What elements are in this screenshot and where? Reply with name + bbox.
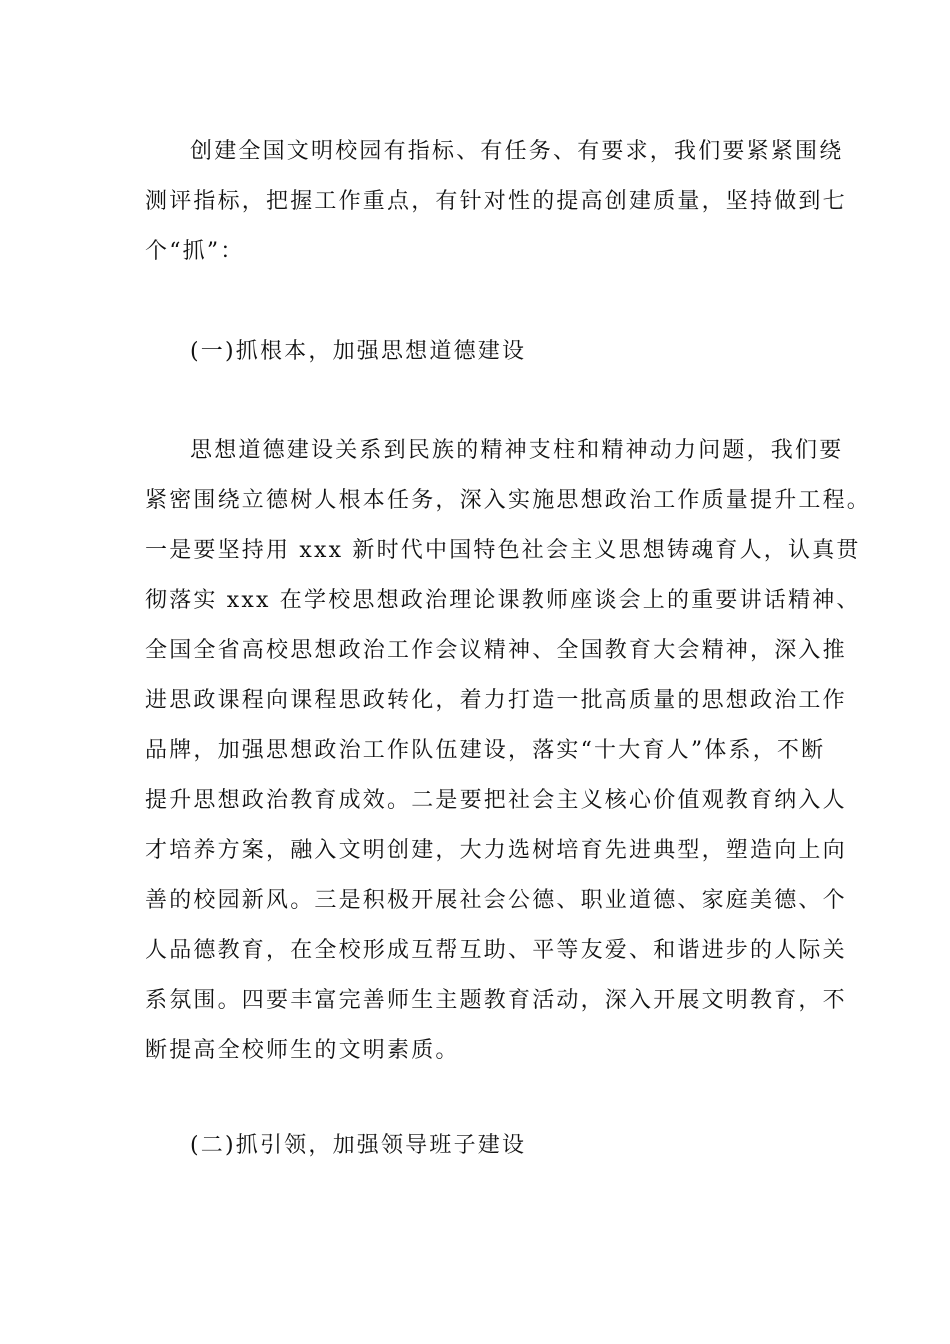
paragraph-line: 人品德教育，在全校形成互帮互助、平等友爱、和谐进步的人际关 [145,938,847,963]
paragraph-line: 彻落实 xxx 在学校思想政治理论课教师座谈会上的重要讲话精神、 [145,588,861,613]
paragraph-line: 紧密围绕立德树人根本任务，深入实施思想政治工作质量提升工程。 [145,488,872,513]
section-heading-2: (二)抓引领，加强领导班子建设 [190,1133,527,1158]
paragraph-line: 提升思想政治教育成效。二是要把社会主义核心价值观教育纳入人 [145,788,847,813]
paragraph-line: 全国全省高校思想政治工作会议精神、全国教育大会精神，深入推 [145,638,847,663]
paragraph-line: 品牌，加强思想政治工作队伍建设，落实“十大育人”体系，不断 [145,738,826,763]
paragraph-line: 系氛围。四要丰富完善师生主题教育活动，深入开展文明教育，不 [145,988,847,1013]
section-heading-1: (一)抓根本，加强思想道德建设 [190,339,527,364]
paragraph-line: 一是要坚持用 xxx 新时代中国特色社会主义思想铸魂育人，认真贯 [145,538,861,563]
intro-line: 个“抓”： [145,239,245,264]
paragraph-line: 断提高全校师生的文明素质。 [145,1038,460,1063]
paragraph-line: 才培养方案，融入文明创建，大力选树培育先进典型，塑造向上向 [145,838,847,863]
intro-line: 测评指标，把握工作重点，有针对性的提高创建质量，坚持做到七 [145,189,847,214]
paragraph-line: 思想道德建设关系到民族的精神支柱和精神动力问题，我们要 [190,438,844,463]
paragraph-line: 善的校园新风。三是积极开展社会公德、职业道德、家庭美德、个 [145,888,847,913]
intro-line: 创建全国文明校园有指标、有任务、有要求，我们要紧紧围绕 [190,139,844,164]
paragraph-line: 进思政课程向课程思政转化，着力打造一批高质量的思想政治工作 [145,688,847,713]
